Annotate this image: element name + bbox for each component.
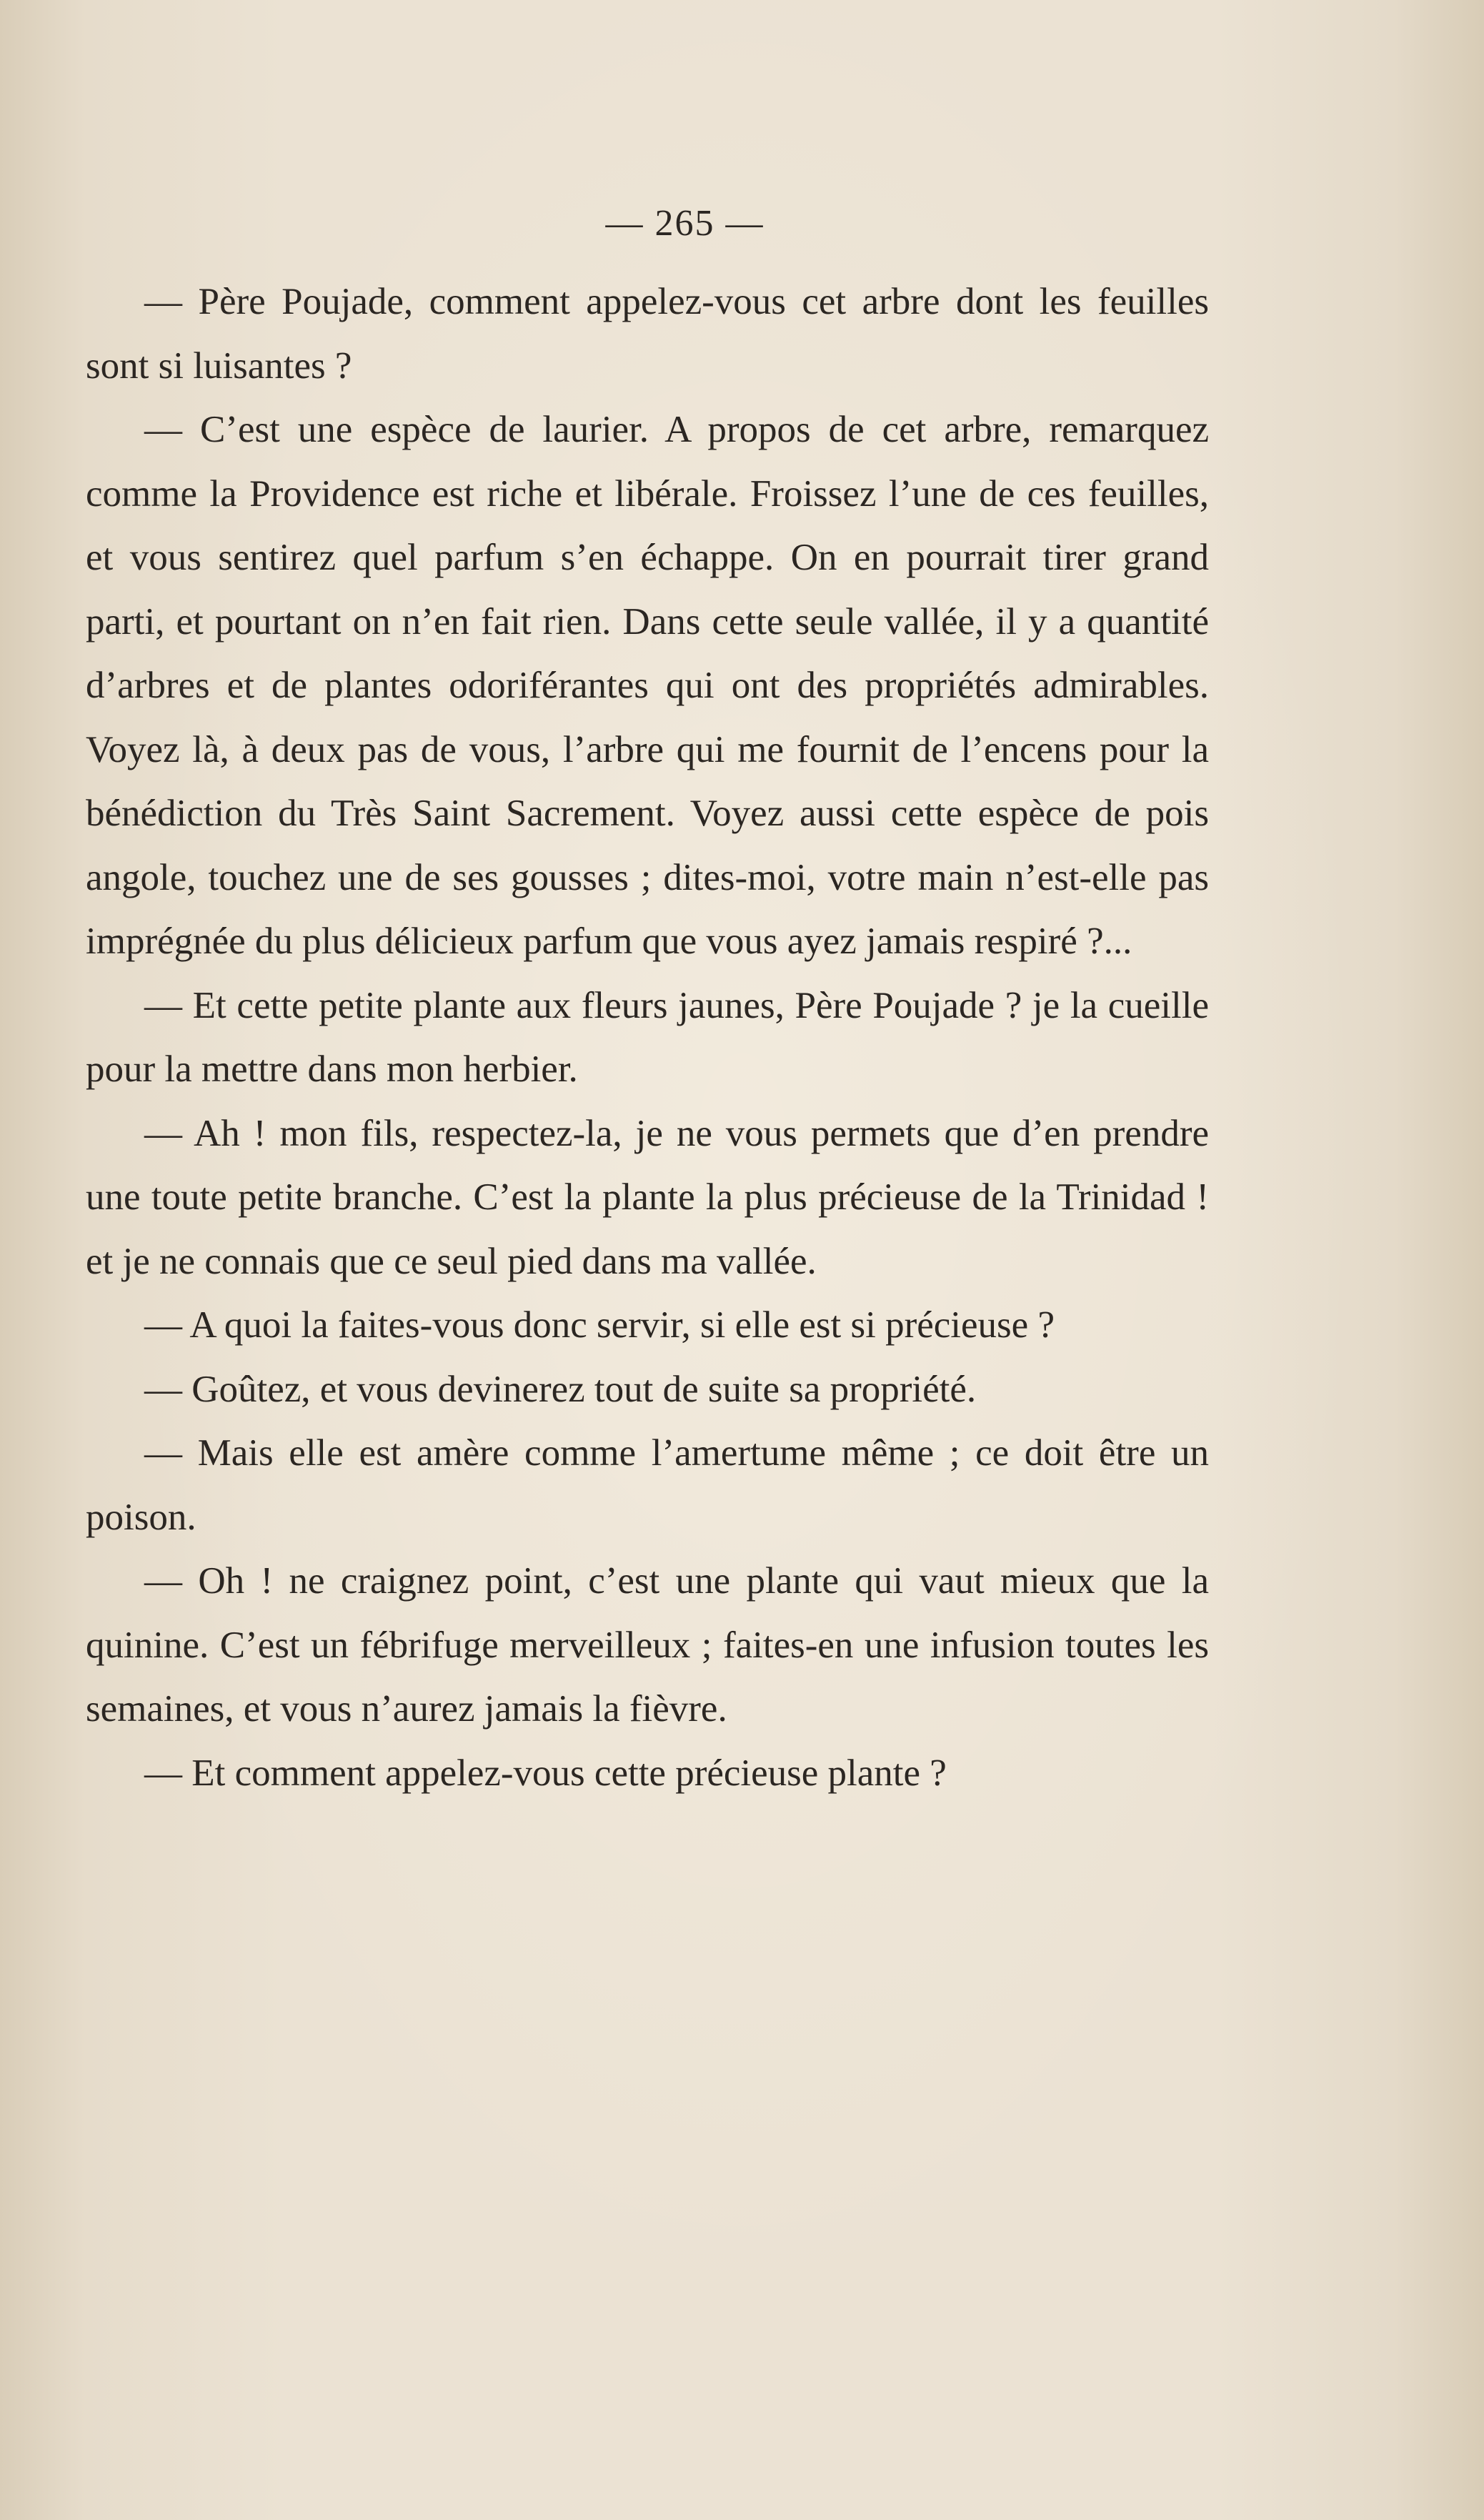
paragraph-1: — Père Poujade, comment appelez-vous cet arbre dont les feuilles sont si luisantes ?	[86, 281, 1209, 387]
paragraph-4: — Ah ! mon fils, respectez-la, je ne vous permets que d’en prendre une toute petite branche. C’est la plante la plus précieuse de la Trinidad ! et je ne connais que ce seul pied dans ma vallée.	[86, 1112, 1209, 1282]
paragraph-8: — Oh ! ne craignez point, c’est une plante qui vaut mieux que la quinine. C’est un fébrifuge merveilleux ; faites-en une infusion toutes les semaines, et vous n’aurez jamais la fièvre.	[86, 1560, 1209, 1730]
paragraph-2: — C’est une espèce de laurier. A propos de cet arbre, remarquez comme la Providence est riche et libérale. Froissez l’une de ces feuilles, et vous sentirez quel parfum s’en échappe. On en pourrait tirer grand parti, et pourtant on n’en fait rien. Dans cette seule vallée, il y a quantité d’arbres et de plantes odoriférantes qui ont des propriétés admirables. Voyez là, à deux pas de vous, l’arbre qui me fournit de l’encens pour la bénédiction du Très Saint Sacrement. Voyez aussi cette espèce de pois angole, touchez une de ses gousses ; dites-moi, votre main n’est-elle pas imprégnée du plus délicieux parfum que vous ayez jamais respiré ?...	[86, 409, 1209, 962]
paragraph-6: — Goûtez, et vous devinerez tout de suite sa propriété.	[144, 1368, 977, 1410]
body-text	[86, 270, 1209, 1805]
paragraph-9: — Et comment appelez-vous cette précieuse plante ?	[144, 1752, 947, 1794]
paragraph-7: — Mais elle est amère comme l’amertume même ; ce doit être un poison.	[86, 1432, 1209, 1538]
paragraph-3: — Et cette petite plante aux fleurs jaunes, Père Poujade ? je la cueille pour la mettre dans mon herbier.	[86, 984, 1209, 1090]
page-number: — 265 —	[605, 203, 765, 244]
paragraph-5: — A quoi la faites-vous donc servir, si elle est si précieuse ?	[144, 1304, 1055, 1346]
